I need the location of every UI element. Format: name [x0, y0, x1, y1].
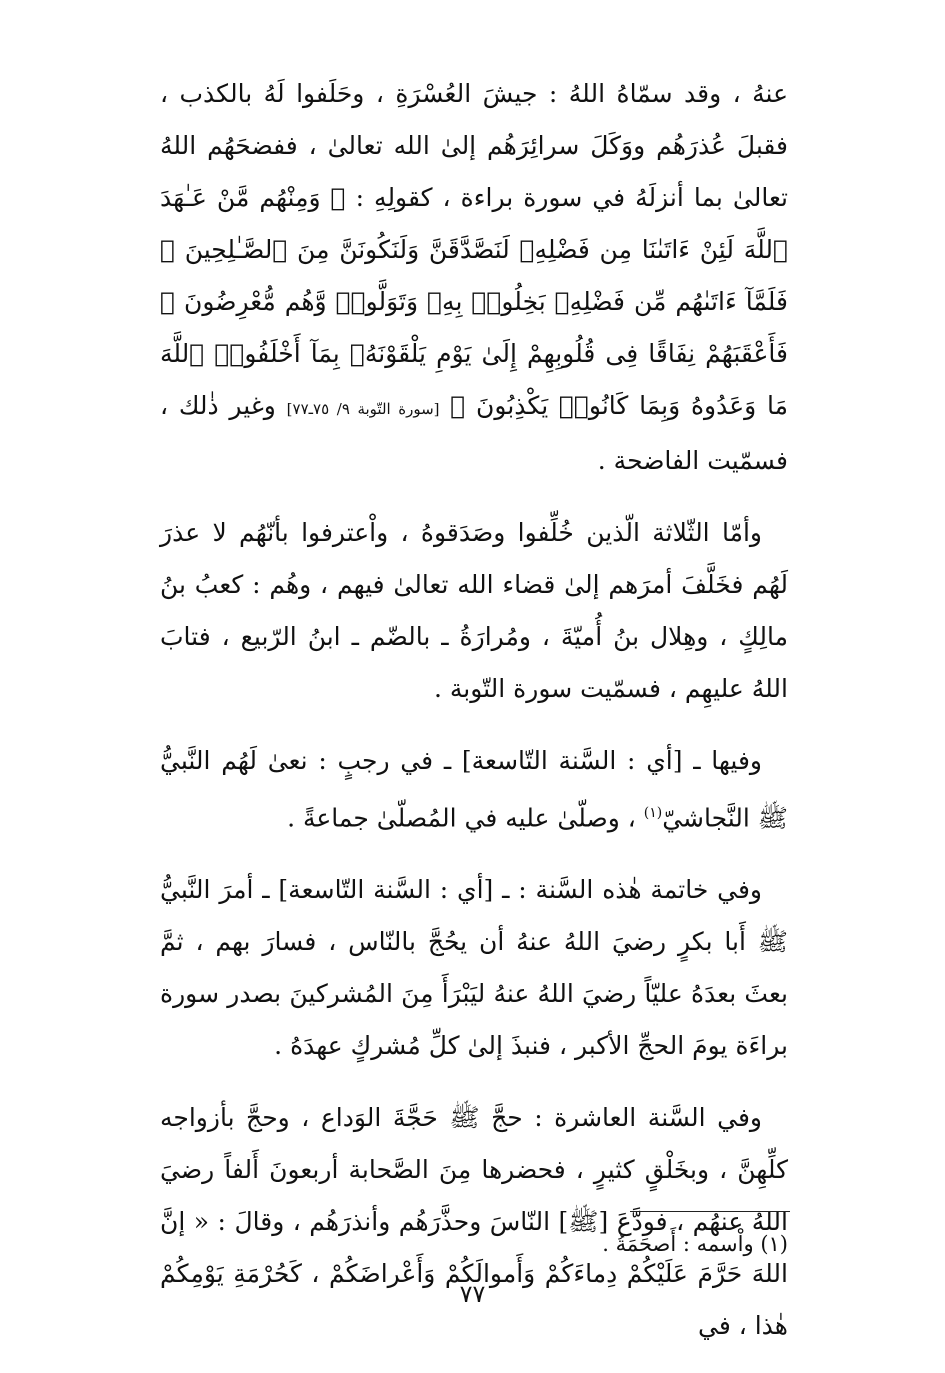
footnote-reference: (١)	[643, 805, 663, 821]
paragraph-3-text-before: وفيها ـ [أي : السَّنة التّاسعة] ـ في رجبٍ : نعىٰ لَهُم النَّبيُّ ﷺ النَّجاشيّ	[160, 746, 788, 833]
paragraph-1	[160, 68, 788, 487]
paragraph-5-text: وفي السَّنة العاشرة : حجَّ ﷺ حَجَّةَ الوَداع ، وحجَّ بأزواجه كلِّهِنَّ ، وبخَلْقٍ كثيرٍ ، فحضرها مِنَ الصَّحابة أربعونَ أَلفاً رضيَ اللهُ عنهُم ، فودَّعَ [ﷺ] النّاسَ وحذَّرَهُم وأنذرَهُم ، وقالَ : « إنَّ اللهَ حَرَّمَ عَلَيْكُمْ دِماءَكُمْ وَأَموالَكُمْ وَأَعْراضَكُمْ ، كَحُرْمَةِ يَوْمِكُمْ هٰذا ، في	[160, 1103, 788, 1341]
footnote-text: واْسمه : أَصحَمَةُ .	[602, 1232, 754, 1256]
quran-citation: [سورة التّوبة ٩/ ٧٥ـ٧٧]	[286, 400, 440, 418]
footnote-divider	[630, 1211, 790, 1212]
paragraph-3-text-after: ، وصلّىٰ عليه في المُصلّىٰ جماعةً .	[287, 803, 644, 833]
paragraph-4	[160, 864, 788, 1072]
footnote-number: (١)	[760, 1232, 788, 1256]
paragraph-3	[160, 735, 788, 844]
footnote	[602, 1232, 788, 1256]
paragraph-2-text: وأمّا الثّلاثة الّذين خُلِّفوا وصَدَقوهُ ، واْعترفوا بأنّهُم لا عذرَ لَهُم فخَلَّفَ أمرَهم إلىٰ قضاء الله تعالىٰ فيهم ، وهُم : كعبُ بنُ مالِكٍ ، وهِلال بنُ أُميّةَ ، ومُرارَةُ ـ بالضّم ـ ابنُ الرّبيع ، فتابَ اللهُ عليهِم ، فسمّيت سورة التّوبة .	[160, 518, 788, 703]
paragraph-1-tail: وغير ذٰلك ، فسمّيت الفاضحة .	[160, 391, 788, 475]
paragraph-2	[160, 507, 788, 715]
body-text	[160, 68, 788, 1372]
page-number: ٧٧	[459, 1280, 486, 1308]
paragraph-5	[160, 1092, 788, 1352]
paragraph-1-text: عنهُ ، وقد سمّاهُ اللهُ : جيشَ العُسْرَةِ ، وحَلَفوا لَهُ بالكذب ، فقبلَ عُذرَهُم ووَكَلَ سرائِرَهُم إلىٰ الله تعالىٰ ، ففضحَهُم اللهُ تعالىٰ بما أنزلَهُ في سورة براءة ، كقولِهِ : ﴿ وَمِنْهُم مَّنْ عَـٰهَدَ ٱللَّهَ لَئِنْ ءَاتَىٰنَا مِن فَضْلِهِۦ لَنَصَّدَّقَنَّ وَلَنَكُونَنَّ مِنَ ٱلصَّـٰلِحِينَ ۞ فَلَمَّآ ءَاتَىٰهُم مِّن فَضْلِهِۦ بَخِلُوا۟ بِهِۦ وَتَوَلَّوا۟ وَّهُم مُّعْرِضُونَ ۞ فَأَعْقَبَهُمْ نِفَاقًا فِى قُلُوبِهِمْ إِلَىٰ يَوْمِ يَلْقَوْنَهُۥ بِمَآ أَخْلَفُوا۟ ٱللَّهَ مَا وَعَدُوهُ وَبِمَا كَانُوا۟ يَكْذِبُونَ ﴾	[160, 79, 788, 420]
paragraph-4-text: وفي خاتمة هٰذه السَّنة : ـ [أي : السَّنة التّاسعة] ـ أمرَ النَّبيُّ ﷺ أَبا بكرٍ رضيَ اللهُ عنهُ أن يحُجَّ بالنّاس ، فسارَ بهم ، ثمَّ بعثَ بعدَهُ عليّاً رضيَ اللهُ عنهُ ليَبْرَأَ مِنَ المُشركينَ بصدر سورة براءَة يومَ الحجِّ الأكبر ، فنبذَ إلىٰ كلِّ مُشركٍ عهدَهُ .	[160, 875, 788, 1061]
